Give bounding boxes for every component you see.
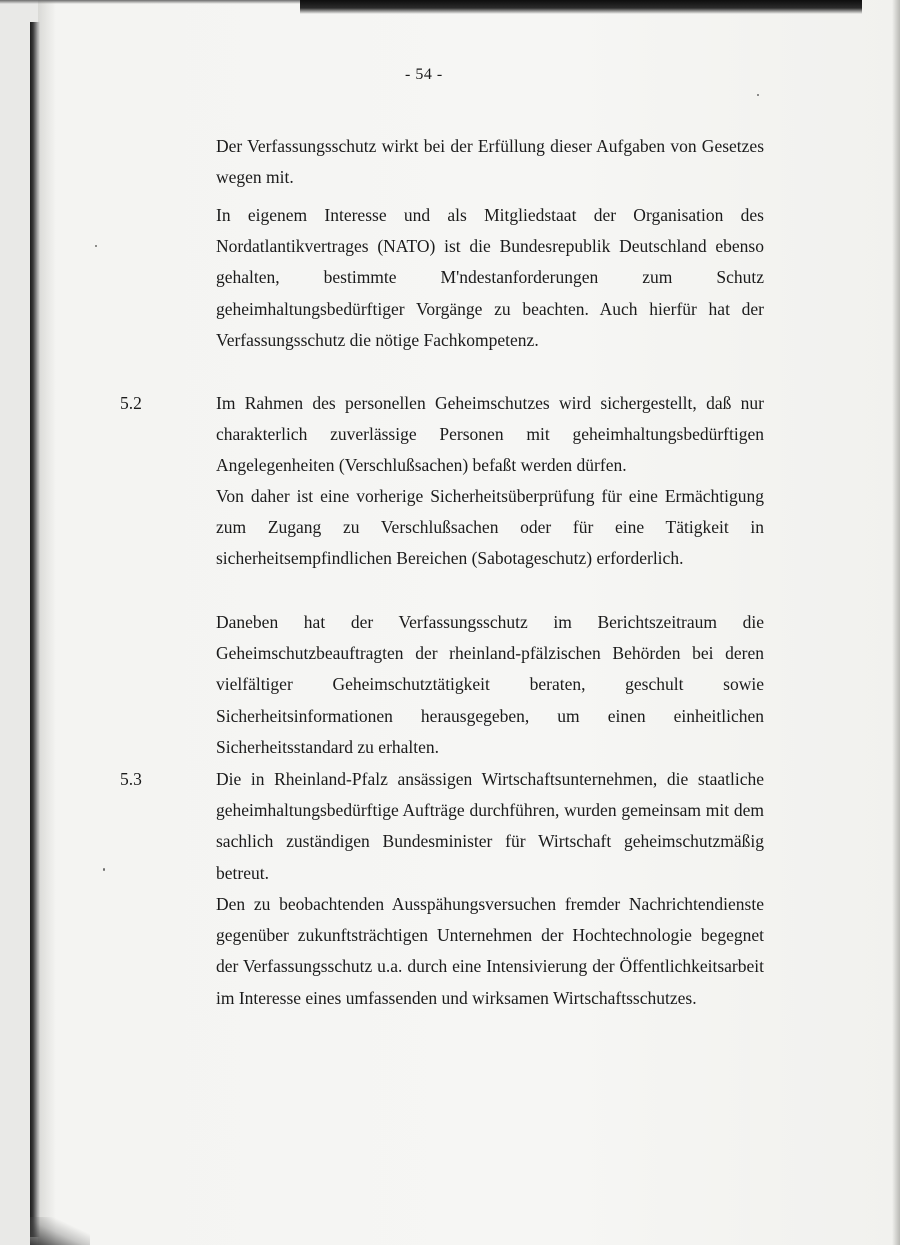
- paragraph-5-2-a: Im Rahmen des personellen Geheimschutzes wird sichergestellt, daß nur charakterlich zuverlässige Personen mit geheimhaltungsbedürftigen Angelegenheiten (Verschlußsachen) befaßt werden dürfen.: [216, 393, 764, 476]
- paragraph-intro-1: Der Verfassungsschutz wirkt bei der Erfüllung dieser Aufgaben von Gesetzes wegen mit.: [216, 136, 764, 188]
- page-number: - 54 -: [405, 66, 443, 83]
- scan-bottom-corner: [30, 1217, 90, 1245]
- scan-speck: [757, 94, 759, 96]
- section-number-5-2: 5.2: [120, 393, 142, 413]
- paragraph-intro-2: In eigenem Interesse und als Mitgliedstaat der Organisation des Nordatlantikvertrages (NATO) ist die Bundesrepublik Deutschland ebenso gehalten, bestimmte M'ndestanforderungen zum Schutz geheimhaltungsbedürftiger Vorgänge zu beachten. Auch hierfür hat der Verfassungsschutz die nötige Fachkompetenz.: [216, 205, 764, 350]
- paragraph-5-3-a: Die in Rheinland-Pfalz ansässigen Wirtschaftsunternehmen, die staatliche geheimhaltungsbedürftige Aufträge durchführen, wurden gemeinsam mit dem sachlich zuständigen Bundesminister für Wirtschaft geheimschutzmäßig betreut.: [216, 769, 764, 883]
- section-number-5-3: 5.3: [120, 769, 142, 789]
- paragraph-5-3-b: Den zu beobachtenden Ausspähungsversuchen fremder Nachrichtendienste gegenüber zukunftsträchtigen Unternehmen der Hochtechnologie begegnet der Verfassungsschutz u.a. durch eine Intensivierung der Öffentlichkeitsarbeit im Interesse eines umfassenden und wirksamen Wirtschaftsschutzes.: [216, 894, 764, 1008]
- scan-speck: [95, 245, 97, 247]
- scan-right-edge: [892, 0, 900, 1245]
- scan-speck: [103, 868, 105, 871]
- scan-top-edge-shadow: [300, 0, 862, 14]
- paragraph-5-2-c: Daneben hat der Verfassungsschutz im Berichtszeitraum die Geheimschutzbeauftragten der rheinland-pfälzischen Behörden bei deren vielfältiger Geheimschutztätigkeit beraten, geschult sowie Sicherheitsinformationen herausgegeben, um einen einheitlichen Sicherheitsstandard zu erhalten.: [216, 612, 764, 757]
- paragraph-5-2-b: Von daher ist eine vorherige Sicherheitsüberprüfung für eine Ermächtigung zum Zugang zu Verschlußsachen oder für eine Tätigkeit in sicherheitsempfindlichen Bereichen (Sabotageschutz) erforderlich.: [216, 486, 764, 569]
- scan-top-edge-left: [0, 0, 300, 4]
- binding-shadow: [30, 22, 40, 1237]
